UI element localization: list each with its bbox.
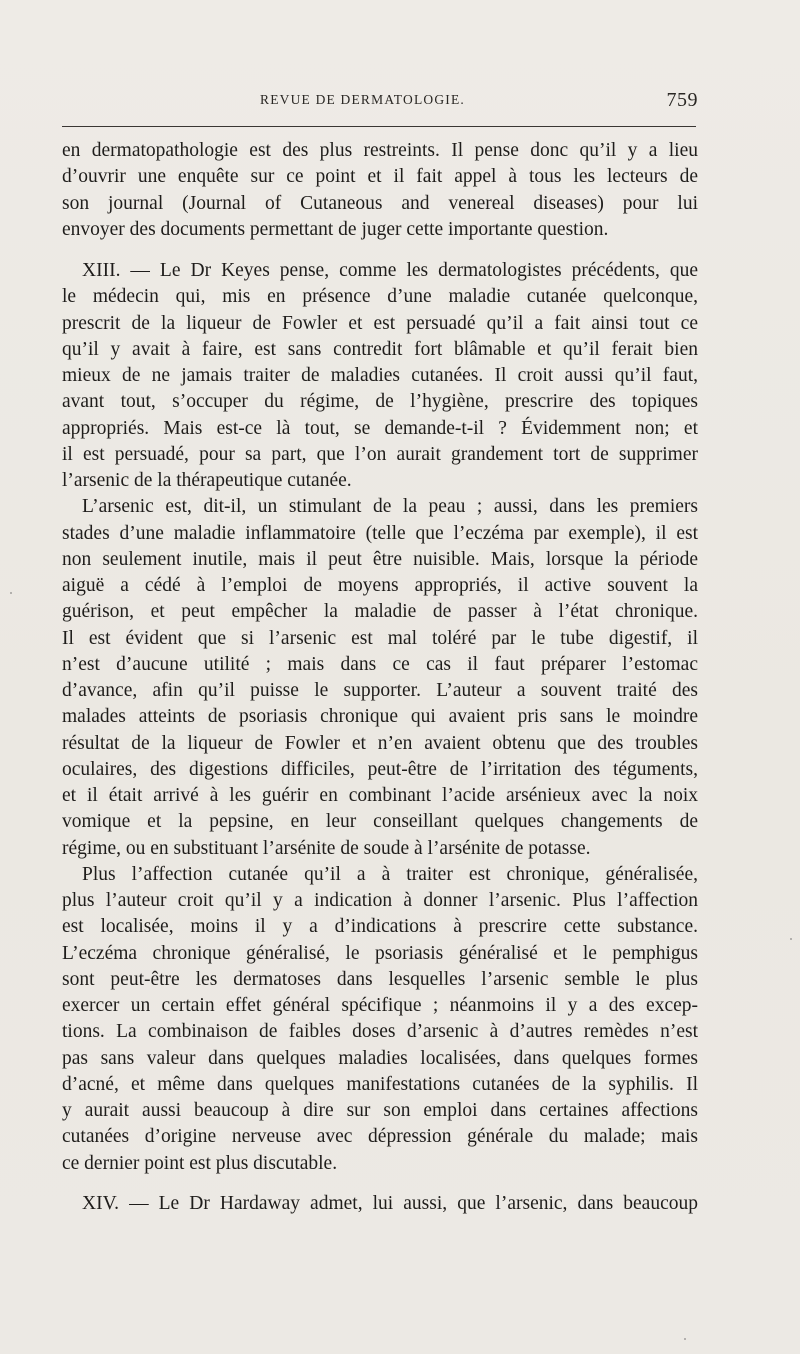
text-line: sont peut-être les dermatoses dans lesquelles l’arsenic semble le plus [62, 968, 698, 990]
text-line: L’arsenic est, dit-il, un stimulant de la peau ; aussi, dans les premiers [82, 496, 698, 518]
text-line: d’acné, et même dans quelques manifestations cutanées de la syphilis. Il [62, 1073, 698, 1095]
text-line: cutanées d’origine nerveuse avec dépression générale du malade; mais [62, 1126, 698, 1148]
paper-speck [684, 1338, 686, 1340]
section-xiv-start [62, 1191, 698, 1217]
text-line: résultat de la liqueur de Fowler et n’en avaient obtenu que des troubles [62, 732, 698, 754]
paper-speck [10, 592, 12, 594]
text-line: aiguë a cédé à l’emploi de moyens appropriés, il active souvent la [62, 575, 698, 596]
text-line: vomique et la pepsine, en leur conseillant quelques changements de [62, 811, 698, 833]
text-line: exercer un certain effet général spécifique ; néanmoins il y a des excep- [62, 995, 698, 1016]
text-line: XIV. — Le Dr Hardaway admet, lui aussi, que l’arsenic, dans beaucoup [82, 1193, 698, 1214]
text-line: régime, ou en substituant l’arsénite de soude à l’arsénite de potasse. [62, 837, 591, 859]
text-line: plus l’auteur croit qu’il y a indication à donner l’arsenic. Plus l’affection [62, 890, 698, 911]
text-line: en dermatopathologie est des plus restreints. Il pense donc qu’il y a lieu [62, 140, 698, 161]
text-line: prescrit de la liqueur de Fowler et est persuadé qu’il a fait ainsi tout ce [62, 312, 698, 334]
text-line: non seulement inutile, mais il peut être nuisible. Mais, lorsque la période [62, 548, 698, 570]
running-header [62, 89, 698, 115]
text-line: mieux de ne jamais traiter de maladies cutanées. Il croit aussi qu’il faut, [62, 365, 698, 386]
text-line: Il est évident que si l’arsenic est mal toléré par le tube digestif, il [62, 627, 698, 649]
paragraph-gap [62, 243, 698, 258]
text-line: avant tout, s’occuper du régime, de l’hygiène, prescrire des topiques [62, 391, 698, 413]
text-line: y aurait aussi beaucoup à dire sur son emploi dans certaines affections [62, 1100, 698, 1121]
body-text [62, 138, 698, 1177]
text-line: XIII. — Le Dr Keyes pense, comme les dermatologistes précédents, que [82, 260, 698, 281]
text-line: n’est d’aucune utilité ; mais dans ce cas il faut préparer l’estomac [62, 653, 698, 675]
text-line: stades d’une maladie inflammatoire (telle que l’eczéma par exemple), il est [62, 522, 698, 544]
text-line: Plus l’affection cutanée qu’il a à traiter est chronique, généralisée, [82, 863, 698, 885]
text-line: qu’il y avait à faire, est sans contredit fort blâmable et qu’il ferait bien [62, 338, 698, 360]
paper-speck [790, 938, 792, 940]
text-line: pas sans valeur dans quelques maladies localisées, dans quelques formes [62, 1047, 698, 1069]
text-line: d’ouvrir une enquête sur ce point et il fait appel à tous les lecteurs de [62, 166, 698, 188]
text-line: d’avance, afin qu’il puisse le supporter. L’auteur a souvent traité des [62, 680, 698, 701]
text-line: tions. La combinaison de faibles doses d’arsenic à d’autres remèdes n’est [62, 1021, 698, 1043]
text-line: appropriés. Mais est-ce là tout, se demande-t-il ? Évidemment non; et [62, 417, 698, 439]
text-line: et il était arrivé à les guérir en combinant l’acide arsénieux avec la noix [62, 785, 698, 806]
page-number: 759 [666, 89, 698, 111]
text-line: son journal (Journal of Cutaneous and venereal diseases) pour lui [62, 192, 698, 214]
text-line: le médecin qui, mis en présence d’une maladie cutanée quelconque, [62, 286, 698, 308]
text-line: envoyer des documents permettant de juger cette importante question. [62, 218, 609, 240]
text-line: l’arsenic de la thérapeutique cutanée. [62, 470, 352, 491]
text-line: est localisée, moins il y a d’indications à prescrire cette substance. [62, 916, 698, 938]
header-rule [62, 126, 696, 127]
text-line: L’eczéma chronique généralisé, le psoriasis généralisé et le pemphigus [62, 942, 698, 964]
running-title: REVUE DE DERMATOLOGIE. [260, 92, 466, 107]
text-line: ce dernier point est plus discutable. [62, 1152, 338, 1174]
text-line: malades atteints de psoriasis chronique qui avaient pris sans le moindre [62, 706, 698, 728]
text-line: guérison, et peut empêcher la maladie de passer à l’état chronique. [62, 601, 698, 623]
text-line: il est persuadé, pour sa part, que l’on aurait grandement tort de supprimer [62, 443, 698, 465]
text-line: oculaires, des digestions difficiles, peut-être de l’irritation des téguments, [62, 758, 698, 780]
